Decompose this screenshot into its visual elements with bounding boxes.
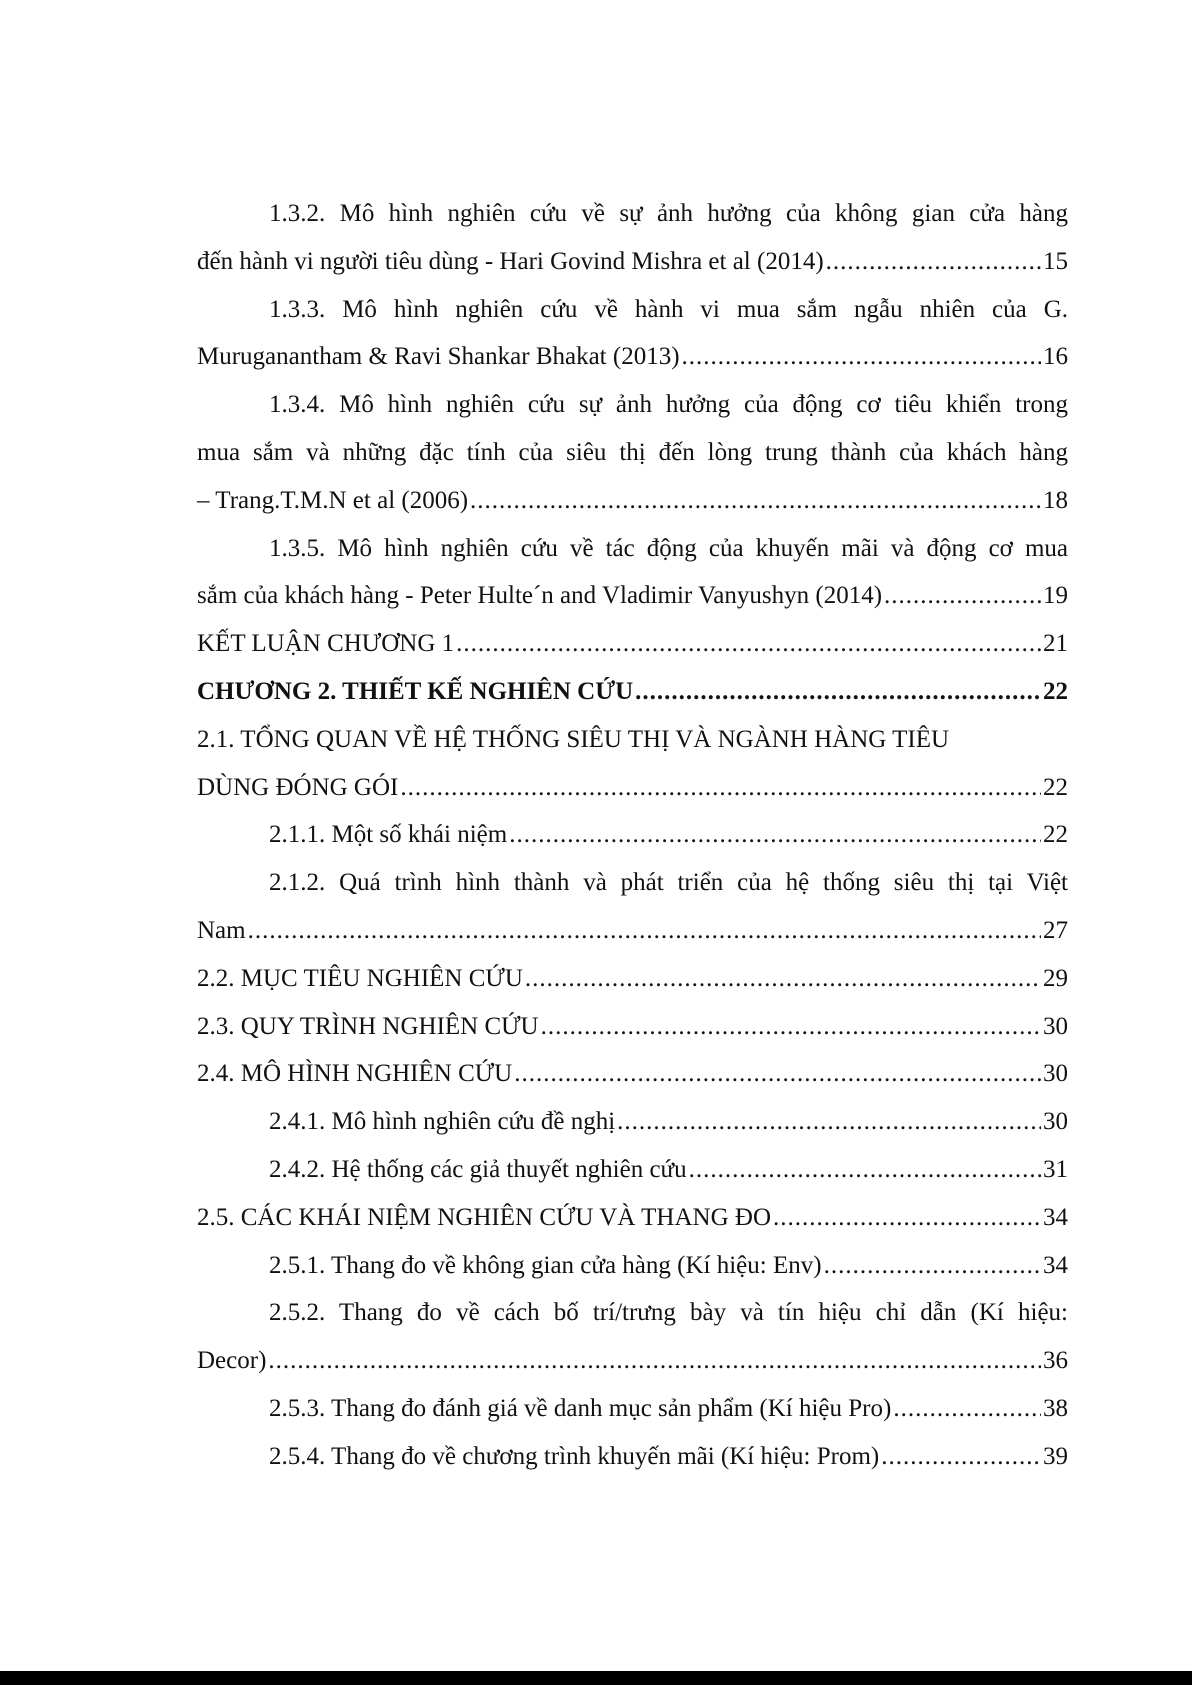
toc-entry: [197, 190, 1068, 286]
toc-entry: [197, 1385, 1068, 1433]
toc-entry-title-line: [197, 1242, 1068, 1290]
toc-entry-line: 2.1.2. Quá trình hình thành và phát triển của hệ thống siêu thị tại Việt: [269, 869, 1068, 897]
dot-leader: [525, 955, 1041, 1003]
toc-entry-title: 2.5.3. Thang đo đánh giá về danh mục sản phẩm (Kí hiệu Pro): [269, 1394, 892, 1422]
dot-leader: [635, 668, 1041, 716]
toc-page-number: 30: [1043, 1060, 1068, 1088]
toc-entry-line: 1.3.5. Mô hình nghiên cứu về tác động của khuyến mãi và động cơ mua: [269, 534, 1068, 562]
toc-entry-title: 2.5.1. Thang đo về không gian cửa hàng (Kí hiệu: Env): [269, 1251, 822, 1279]
toc-page-number: 39: [1043, 1442, 1068, 1470]
toc-entry-title: CHƯƠNG 2. THIẾT KẾ NGHIÊN CỨU: [197, 677, 634, 705]
toc-entry: [197, 381, 1068, 524]
dot-leader: [456, 620, 1041, 668]
toc-page-number: 22: [1043, 677, 1068, 705]
toc-entry-title-line: [197, 238, 1068, 286]
toc-entry-title-line: [197, 668, 1068, 716]
toc-entry: [197, 811, 1068, 859]
toc-page-number: 29: [1043, 964, 1068, 992]
toc-page-number: 30: [1043, 1108, 1068, 1136]
toc-entry-line: 2.5.2. Thang đo về cách bố trí/trưng bày và tín hiệu chỉ dẫn (Kí hiệu:: [269, 1299, 1068, 1327]
toc-entry-title: 2.5. CÁC KHÁI NIỆM NGHIÊN CỨU VÀ THANG ĐO: [197, 1203, 772, 1231]
toc-entry: [197, 525, 1068, 621]
toc-page-number: 15: [1043, 247, 1068, 275]
toc-entry-title: 2.4.2. Hệ thống các giả thuyết nghiên cứu: [269, 1155, 687, 1183]
toc-page-number: 30: [1043, 1012, 1068, 1040]
toc-page-number: 31: [1043, 1155, 1068, 1183]
toc-entry-title-line: [197, 764, 1068, 812]
toc-entry: [197, 1050, 1068, 1098]
dot-leader: [826, 238, 1041, 286]
dot-leader: [514, 1050, 1041, 1098]
toc-entry-line: 1.3.4. Mô hình nghiên cứu sự ảnh hưởng của động cơ tiêu khiển trong: [269, 391, 1068, 419]
toc-entry-line: mua sắm và những đặc tính của siêu thị đến lòng trung thành của khách hàng: [197, 438, 1068, 466]
toc-entry-title-line: [197, 1433, 1068, 1481]
toc-page-number: 18: [1043, 486, 1068, 514]
toc-entry-title: 2.3. QUY TRÌNH NGHIÊN CỨU: [197, 1012, 539, 1040]
toc-entry-title: Decor): [197, 1347, 267, 1375]
toc-entry-title: Muruganantham & Ravi Shankar Bhakat (2013): [197, 343, 680, 371]
toc-entry-title: 2.4. MÔ HÌNH NGHIÊN CỨU: [197, 1060, 513, 1088]
dot-leader: [881, 1433, 1041, 1481]
dot-leader: [617, 1098, 1041, 1146]
dot-leader: [268, 1337, 1041, 1385]
toc-entry-title-line: [197, 1098, 1068, 1146]
toc-entry-title: 2.4.1. Mô hình nghiên cứu đề nghị: [269, 1108, 616, 1136]
toc-entry-title-line: [197, 1050, 1068, 1098]
toc-entry-line: 2.1. TỔNG QUAN VỀ HỆ THỐNG SIÊU THỊ VÀ NGÀNH HÀNG TIÊU: [197, 725, 950, 753]
page-bottom-rule: [0, 1671, 1192, 1685]
toc-entry-title-line: [197, 811, 1068, 859]
dot-leader: [689, 1146, 1041, 1194]
toc-page-number: 16: [1043, 343, 1068, 371]
toc-page-number: 34: [1043, 1251, 1068, 1279]
dot-leader: [509, 811, 1041, 859]
toc-entry-line: 1.3.2. Mô hình nghiên cứu về sự ảnh hưởng của không gian cửa hàng: [269, 200, 1068, 227]
toc-entry-title: KẾT LUẬN CHƯƠNG 1: [197, 630, 455, 658]
toc-entry: [197, 1194, 1068, 1242]
dot-leader: [682, 333, 1041, 381]
toc-entry-title-line: [197, 955, 1068, 1003]
toc-entry-title: 2.2. MỤC TIÊU NGHIÊN CỨU: [197, 964, 523, 992]
toc-page-number: 34: [1043, 1203, 1068, 1231]
toc-entry: [197, 1003, 1068, 1051]
toc-entry: [197, 955, 1068, 1003]
toc-entry-line: 1.3.3. Mô hình nghiên cứu về hành vi mua sắm ngẫu nhiên của G.: [269, 295, 1068, 323]
dot-leader: [248, 907, 1041, 955]
toc-page-number: 27: [1043, 916, 1068, 944]
dot-leader: [884, 572, 1041, 620]
toc-entry-title-line: [197, 1385, 1068, 1433]
toc-entry: [197, 1289, 1068, 1385]
toc-entry-title-line: [197, 620, 1068, 668]
toc-entry: [197, 668, 1068, 716]
table-of-contents: [197, 190, 1068, 1481]
toc-page-number: 38: [1043, 1394, 1068, 1422]
toc-page-number: 22: [1043, 773, 1068, 801]
dot-leader: [773, 1194, 1041, 1242]
toc-entry-title-line: [197, 477, 1068, 525]
toc-entry-title: Nam: [197, 916, 246, 944]
toc-entry: [197, 1146, 1068, 1194]
toc-entry-title: – Trang.T.M.N et al (2006): [197, 486, 469, 514]
dot-leader: [541, 1003, 1041, 1051]
toc-entry-title-line: [197, 572, 1068, 620]
toc-entry: [197, 286, 1068, 382]
dot-leader: [400, 764, 1041, 812]
toc-entry-title: 2.1.1. Một số khái niệm: [269, 821, 508, 849]
toc-page-number: 22: [1043, 821, 1068, 849]
toc-page-number: 21: [1043, 630, 1068, 658]
toc-page-number: 19: [1043, 582, 1068, 610]
toc-entry-title-line: [197, 1194, 1068, 1242]
toc-entry-title: sắm của khách hàng - Peter Hulte´n and Vladimir Vanyushyn (2014): [197, 582, 883, 610]
toc-entry: [197, 859, 1068, 955]
toc-entry-title-line: [197, 1146, 1068, 1194]
toc-entry-title-line: [197, 333, 1068, 381]
dot-leader: [893, 1385, 1041, 1433]
toc-entry: [197, 1433, 1068, 1481]
toc-entry: [197, 1242, 1068, 1290]
toc-entry: [197, 716, 1068, 812]
dot-leader: [470, 477, 1041, 525]
toc-entry: [197, 620, 1068, 668]
toc-entry-title: đến hành vi người tiêu dùng - Hari Govind Mishra et al (2014): [197, 247, 824, 275]
toc-entry-title-line: [197, 1003, 1068, 1051]
dot-leader: [824, 1242, 1041, 1290]
toc-entry-title-line: [197, 907, 1068, 955]
toc-entry: [197, 1098, 1068, 1146]
toc-page-number: 36: [1043, 1347, 1068, 1375]
toc-entry-title-line: [197, 1337, 1068, 1385]
toc-entry-title: 2.5.4. Thang đo về chương trình khuyến mãi (Kí hiệu: Prom): [269, 1442, 880, 1470]
toc-entry-title: DÙNG ĐÓNG GÓI: [197, 773, 399, 801]
